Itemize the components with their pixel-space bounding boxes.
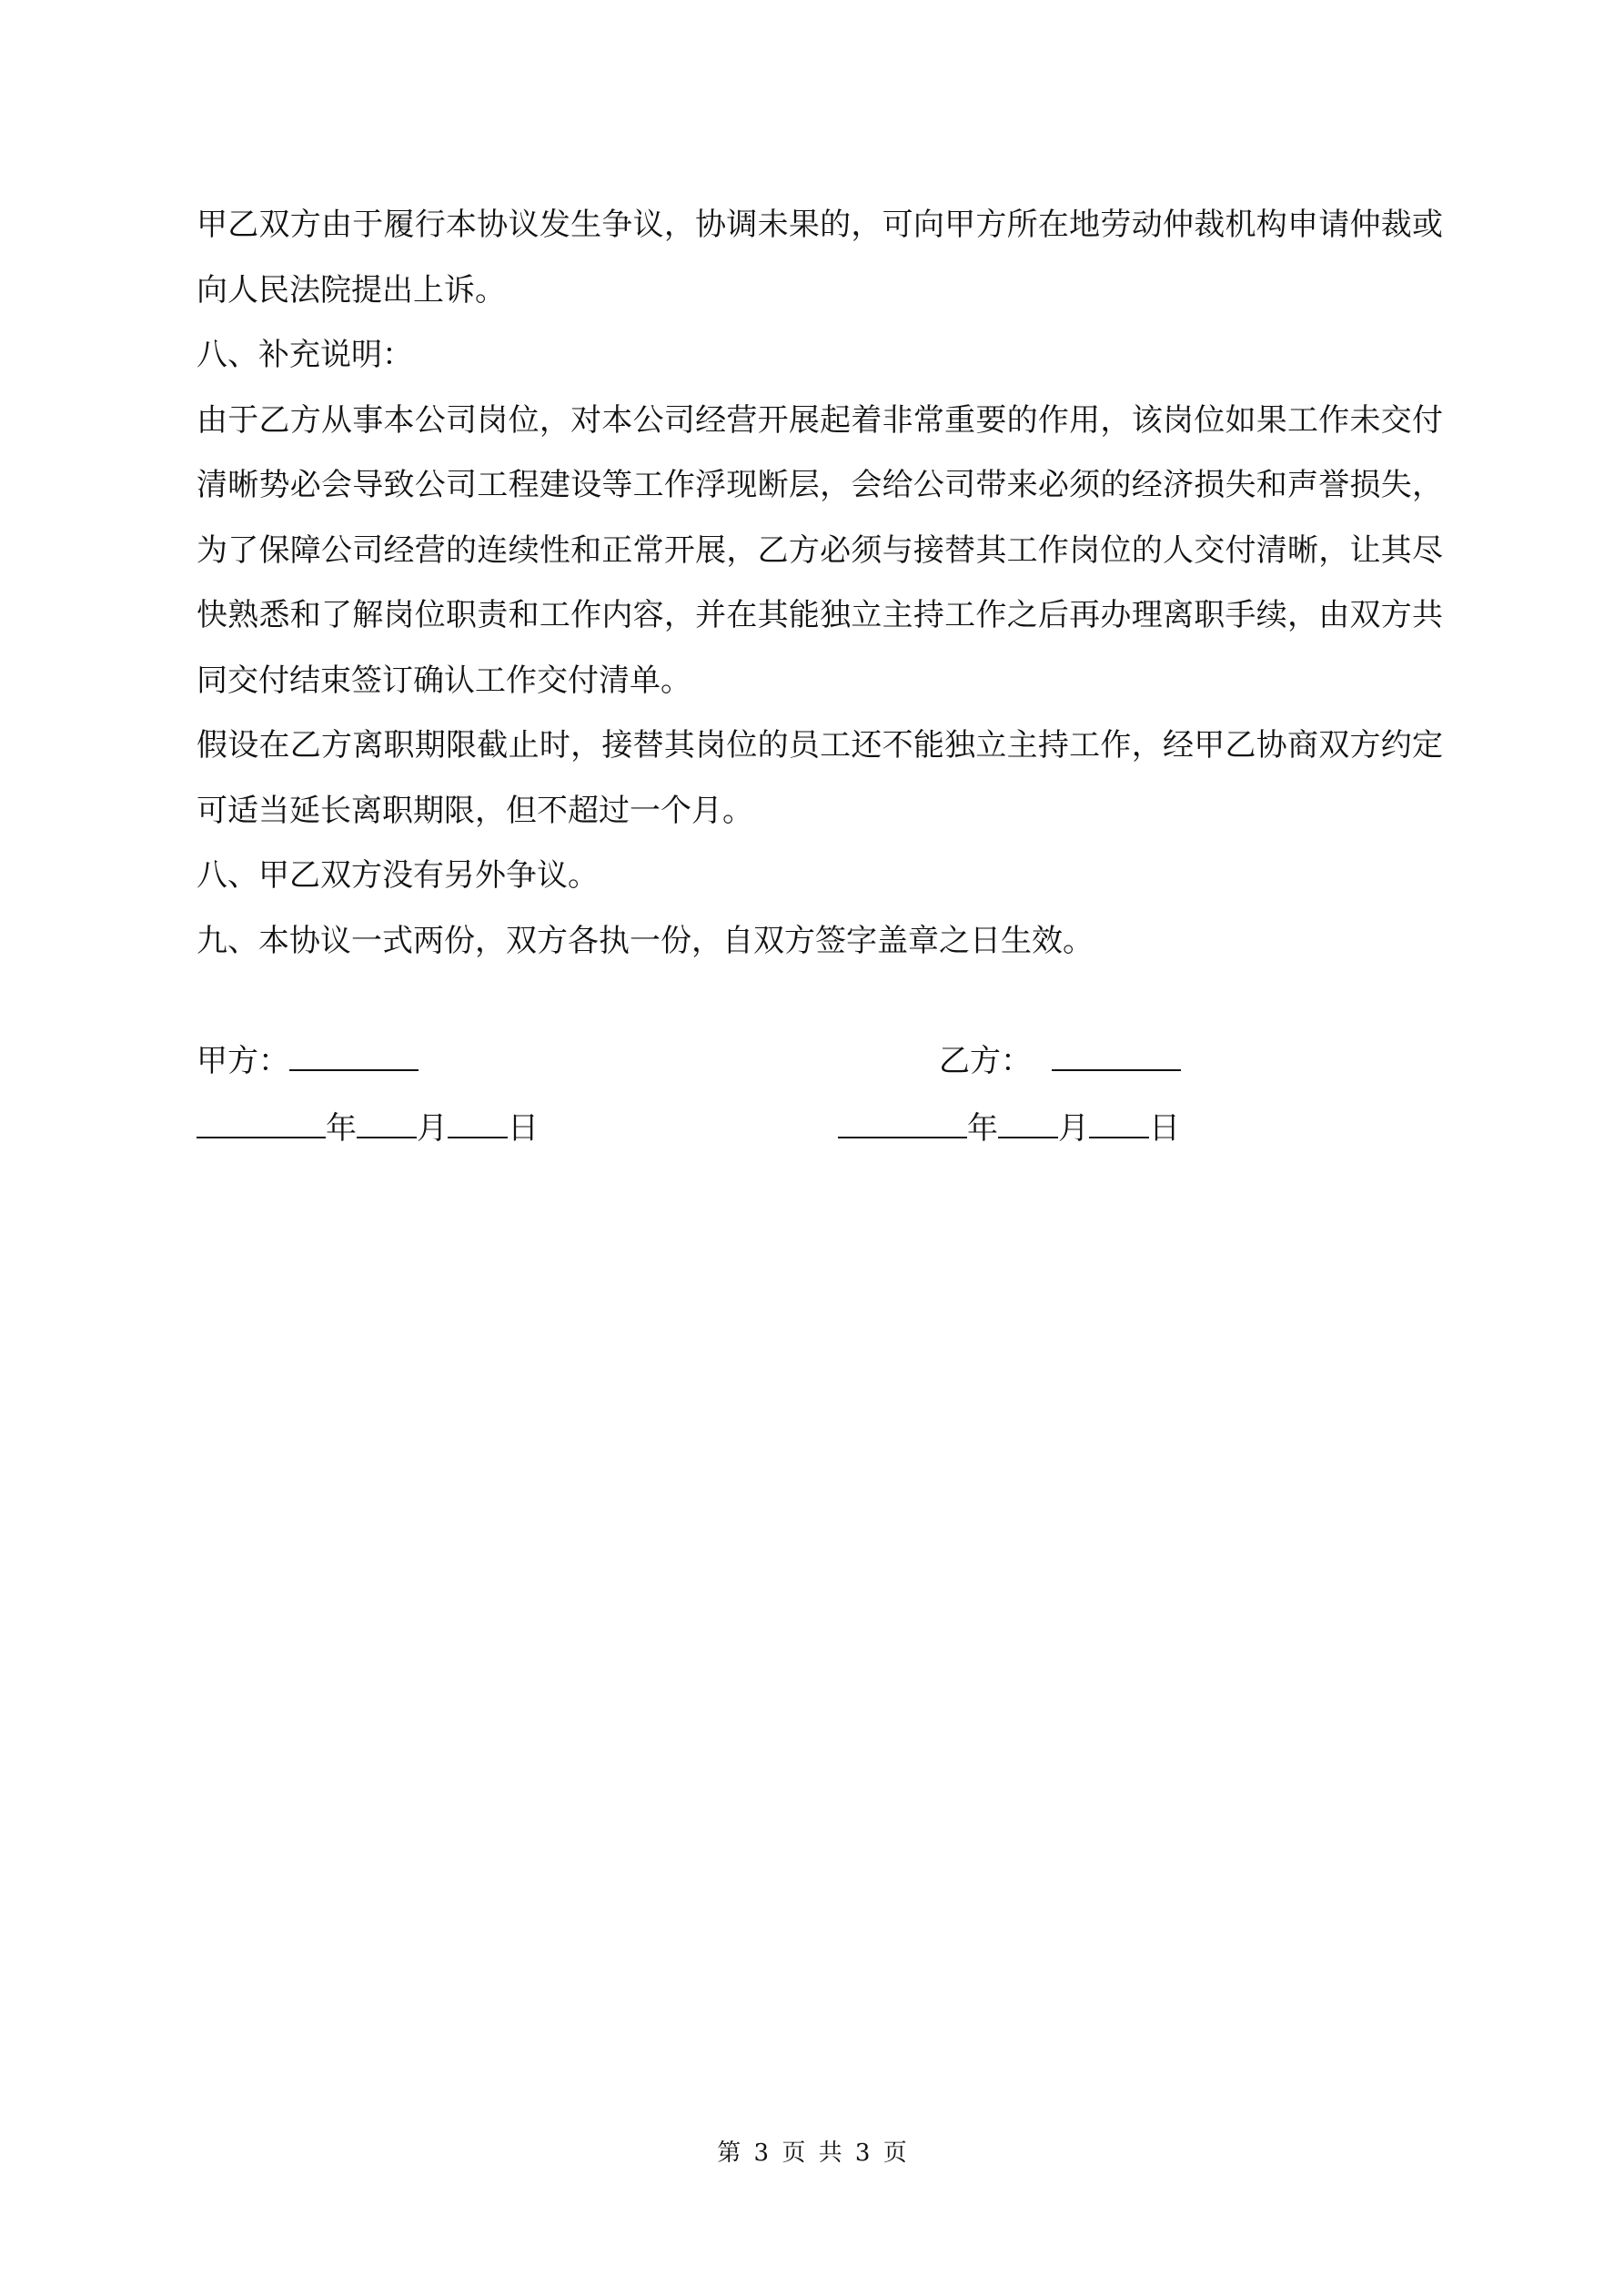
paragraph-copies-effective: 九、本协议一式两份，双方各执一份，自双方签字盖章之日生效。 <box>197 922 1094 959</box>
party-a-day-blank[interactable] <box>448 1109 508 1138</box>
party-a-label: 甲方： <box>197 1043 289 1079</box>
page-number-footer: 第 3 页 共 3 页 <box>717 2139 907 2167</box>
party-b-year-label: 年 <box>967 1110 998 1147</box>
party-b-label: 乙方： <box>939 1043 1032 1079</box>
party-a-day-label: 日 <box>508 1110 539 1147</box>
paragraph-dispute-resolution: 甲乙双方由于履行本协议发生争议，协调未果的，可向甲方所在地劳动仲裁机构申请仲裁或向人民法院提出上诉。 <box>197 207 1443 308</box>
party-a-year-label: 年 <box>326 1110 357 1147</box>
party-b-day-blank[interactable] <box>1089 1109 1149 1138</box>
party-a-signature-line <box>197 1042 419 1079</box>
paragraph-extension-clause: 假设在乙方离职期限截止时，接替其岗位的员工还不能独立主持工作，经甲乙协商双方约定可适当延长离职期限，但不超过一个月。 <box>197 727 1443 829</box>
paragraph-handover-requirement: 由于乙方从事本公司岗位，对本公司经营开展起着非常重要的作用，该岗位如果工作未交付清晰势必会导致公司工程建设等工作浮现断层，会给公司带来必须的经济损失和声誉损失，为了保障公司经营的连续性和正常开展，乙方必须与接替其工作岗位的人交付清晰，让其尽快熟悉和了解岗位职责和工作内容，并在其能独立主持工作之后再办理离职手续，由双方共同交付结束签订确认工作交付清单。 <box>197 401 1443 699</box>
paragraph-no-other-disputes: 八、甲乙双方没有另外争议。 <box>197 857 599 894</box>
party-a-year-blank[interactable] <box>197 1109 326 1138</box>
party-a-date-line <box>197 1109 539 1147</box>
paragraph-supplement-heading: 八、补充说明： <box>197 337 413 373</box>
party-b-name-blank[interactable] <box>1052 1042 1181 1071</box>
party-a-name-blank[interactable] <box>289 1042 419 1071</box>
party-b-signature-line <box>939 1042 1181 1079</box>
party-b-date-line <box>838 1109 1180 1147</box>
party-b-month-label: 月 <box>1058 1110 1089 1147</box>
party-b-day-label: 日 <box>1149 1110 1180 1147</box>
party-b-year-blank[interactable] <box>838 1109 967 1138</box>
party-a-month-label: 月 <box>417 1110 448 1147</box>
party-a-month-blank[interactable] <box>357 1109 417 1138</box>
party-b-month-blank[interactable] <box>998 1109 1058 1138</box>
agreement-body <box>197 193 1443 974</box>
